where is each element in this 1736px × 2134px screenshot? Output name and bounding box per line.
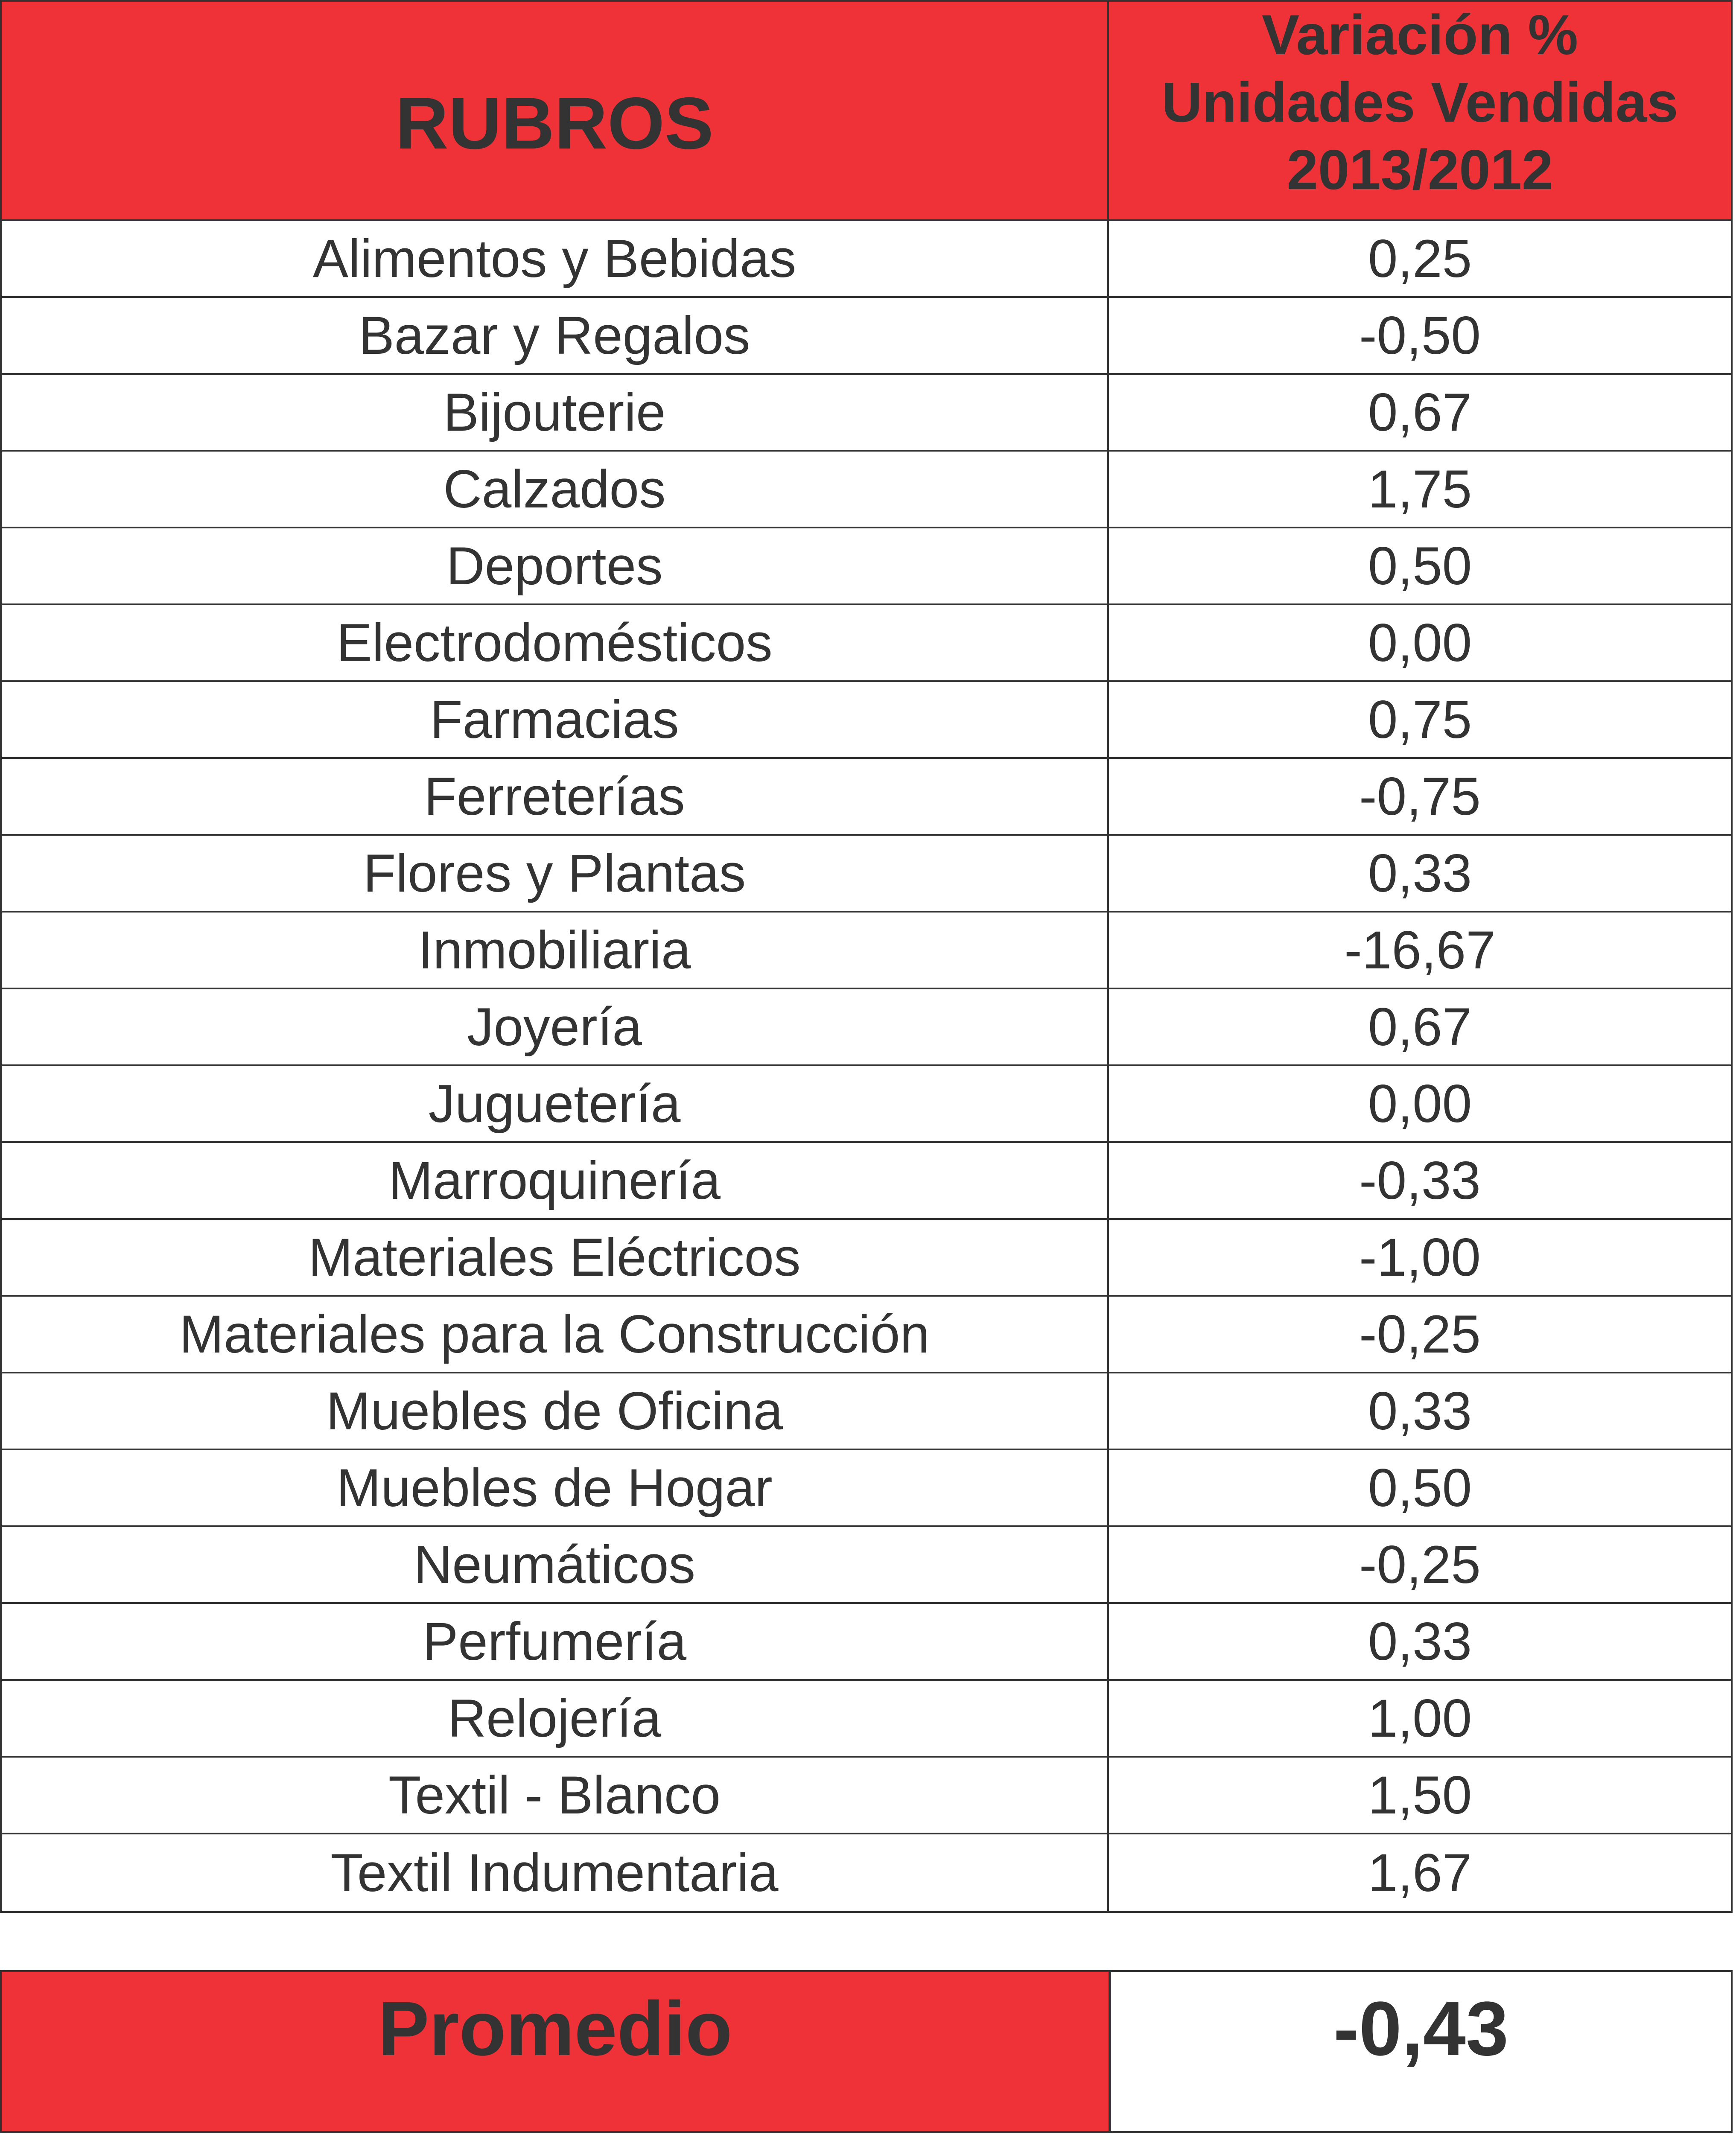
variacion-cell: 0,00: [1368, 613, 1472, 673]
variacion-cell: -0,75: [1359, 767, 1481, 826]
table-row: [2, 1527, 1731, 1604]
rubro-cell: Alimentos y Bebidas: [2, 221, 1109, 296]
rubro-cell: Calzados: [2, 452, 1109, 527]
rubro-cell: Textil Indumentaria: [2, 1834, 1109, 1911]
rubro-cell: Ferreterías: [2, 759, 1109, 834]
rubro-cell: Relojería: [2, 1681, 1109, 1756]
variacion-cell: -1,00: [1359, 1227, 1481, 1287]
variacion-cell: 0,50: [1368, 536, 1472, 596]
rubro-cell: Marroquinería: [2, 1143, 1109, 1218]
header-variacion-line2: Unidades Vendidas: [1161, 71, 1678, 134]
promedio-value: -0,43: [1111, 1972, 1731, 2131]
rubro-cell: Flores y Plantas: [2, 836, 1109, 911]
table-row: [2, 1681, 1731, 1758]
variacion-cell: -0,25: [1359, 1535, 1481, 1595]
table-row: [2, 375, 1731, 452]
table-header: [2, 2, 1731, 221]
variacion-cell: 1,00: [1368, 1688, 1472, 1748]
rubro-cell: Neumáticos: [2, 1527, 1109, 1602]
table-row: [2, 1297, 1731, 1373]
table-row: [2, 1066, 1731, 1143]
variacion-cell: -0,33: [1359, 1151, 1481, 1210]
variacion-cell: -0,50: [1359, 306, 1481, 365]
table-row: [2, 1604, 1731, 1681]
table-row: [2, 912, 1731, 989]
table-row: [2, 1143, 1731, 1220]
table-row: [2, 221, 1731, 298]
variacion-cell: 1,75: [1368, 459, 1472, 519]
rubro-cell: Farmacias: [2, 682, 1109, 757]
header-variacion: [1109, 2, 1731, 219]
table-body: [2, 221, 1731, 1911]
variacion-cell: 0,33: [1368, 1381, 1472, 1441]
rubro-cell: Materiales para la Construcción: [2, 1297, 1109, 1372]
variacion-cell: 0,67: [1368, 382, 1472, 442]
table-row: [2, 452, 1731, 528]
table-row: [2, 682, 1731, 759]
rubro-cell: Perfumería: [2, 1604, 1109, 1679]
variacion-cell: 0,00: [1368, 1074, 1472, 1134]
table-row: [2, 605, 1731, 682]
variacion-cell: 0,50: [1368, 1458, 1472, 1518]
table-row: [2, 1450, 1731, 1527]
promedio-label: Promedio: [2, 1972, 1111, 2131]
variacion-cell: 0,33: [1368, 843, 1472, 903]
table-row: [2, 989, 1731, 1066]
rubro-cell: Muebles de Oficina: [2, 1373, 1109, 1449]
variacion-cell: 0,33: [1368, 1612, 1472, 1671]
variacion-cell: -0,25: [1359, 1304, 1481, 1364]
promedio-box: [0, 1970, 1733, 2133]
rubro-cell: Textil - Blanco: [2, 1758, 1109, 1833]
table-row: [2, 836, 1731, 912]
variacion-cell: 0,67: [1368, 997, 1472, 1057]
variacion-cell: -16,67: [1344, 920, 1496, 980]
table-row: [2, 1220, 1731, 1297]
table-row: [2, 1373, 1731, 1450]
table-row: [2, 298, 1731, 375]
table-row: [2, 1834, 1731, 1911]
rubro-cell: Inmobiliaria: [2, 912, 1109, 988]
variacion-cell: 1,50: [1368, 1765, 1472, 1825]
variacion-cell: 0,25: [1368, 229, 1472, 289]
rubro-cell: Juguetería: [2, 1066, 1109, 1141]
table-row: [2, 759, 1731, 836]
rubro-cell: Bazar y Regalos: [2, 298, 1109, 373]
table-row: [2, 528, 1731, 605]
variacion-cell: 1,67: [1368, 1843, 1472, 1903]
rubro-cell: Electrodomésticos: [2, 605, 1109, 680]
variacion-cell: 0,75: [1368, 690, 1472, 749]
header-rubros: RUBROS: [2, 2, 1109, 219]
rubro-cell: Joyería: [2, 989, 1109, 1064]
rubro-cell: Deportes: [2, 528, 1109, 603]
rubro-cell: Muebles de Hogar: [2, 1450, 1109, 1525]
rubro-cell: Materiales Eléctricos: [2, 1220, 1109, 1295]
header-variacion-line1: Variación %: [1261, 3, 1578, 66]
header-variacion-line3: 2013/2012: [1287, 138, 1553, 201]
table-row: [2, 1758, 1731, 1834]
rubro-cell: Bijouterie: [2, 375, 1109, 450]
